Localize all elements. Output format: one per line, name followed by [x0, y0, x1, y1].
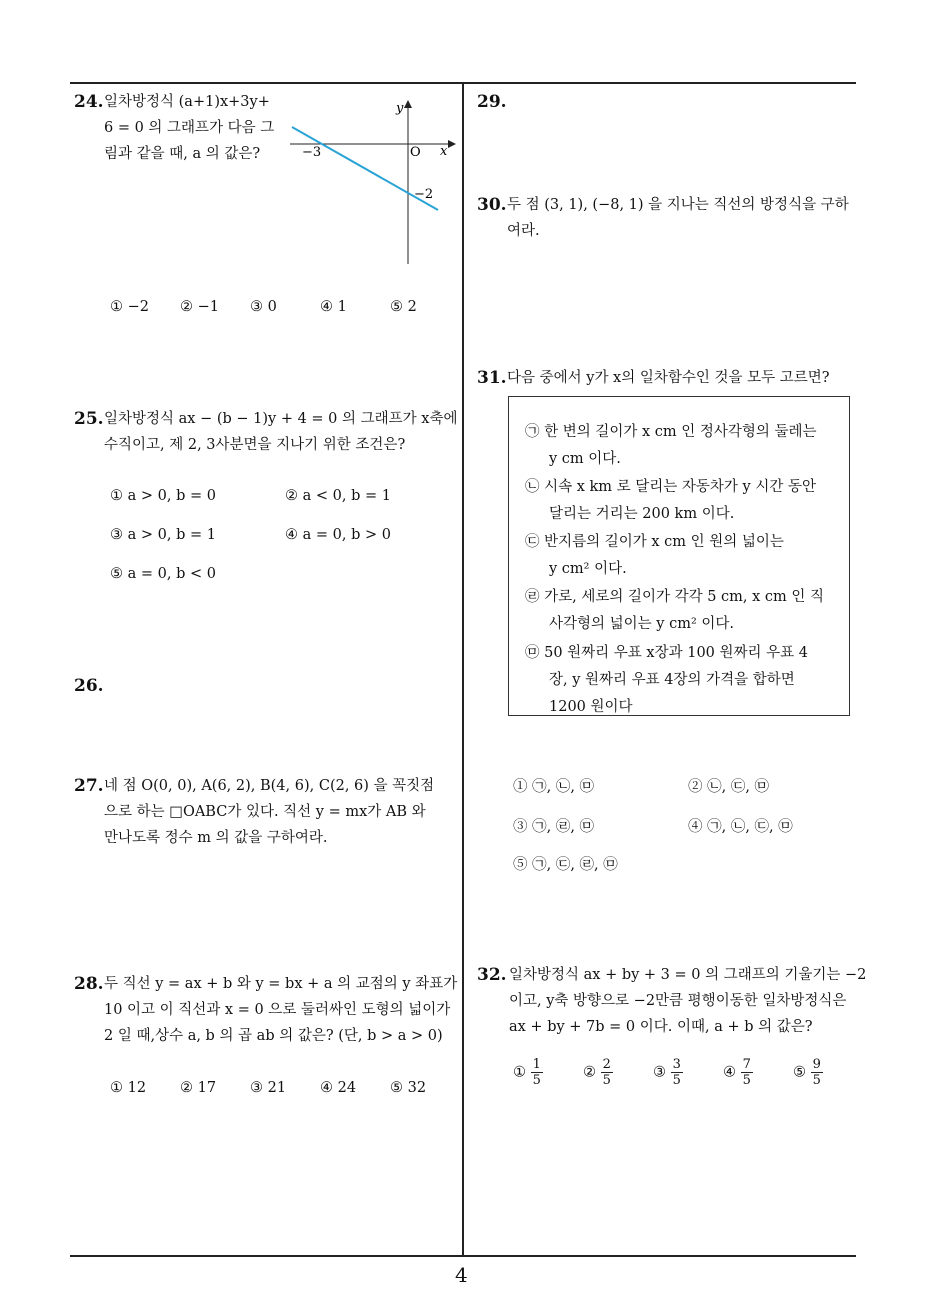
q30-line-1: 두 점 (3, 1), (−8, 1) 을 지나는 직선의 방정식을 구하: [507, 197, 849, 213]
q31-number: 31.: [477, 368, 507, 388]
q29-number: 29.: [477, 92, 507, 112]
q24-choice-1[interactable]: ① −2: [110, 299, 149, 315]
q24-x-label: x: [440, 144, 448, 159]
q28-choice-1[interactable]: ① 12: [110, 1080, 147, 1096]
q32-fraction-3: $\frac{3}{5}$: [672, 1057, 681, 1088]
q31-item-1: ㉠ 한 변의 길이가 x cm 인 정사각형의 둘레는 y cm 이다.: [525, 424, 817, 467]
q25-text: [104, 406, 457, 458]
q28-choice-3[interactable]: ③ 21: [250, 1080, 287, 1096]
q32-line-3: ax + by + 7b = 0 이다. 이때, a + b 의 값은?: [509, 1019, 813, 1035]
q24-choice-2[interactable]: ② −1: [180, 299, 219, 315]
q31-choice-2[interactable]: ② ㉡, ㉢, ㉤: [688, 779, 770, 795]
q27-line-3: 만나도록 정수 m 의 값을 구하여라.: [104, 830, 328, 846]
q25-choice-4[interactable]: ④ a = 0, b > 0: [285, 527, 391, 543]
q32-choice-2[interactable]: ② $\frac{2}{5}$: [583, 1057, 611, 1088]
q24-choice-4[interactable]: ④ 1: [320, 299, 347, 315]
q30-line-2: 여라.: [507, 223, 540, 239]
q31-item-4: ㉣ 가로, 세로의 길이가 각각 5 cm, x cm 인 직 사각형의 넓이는 y cm² 이다.: [525, 589, 825, 632]
q32-line-2: 이고, y축 방향으로 −2만큼 평행이동한 일차방정식은: [509, 993, 847, 1009]
q27-line-1: 네 점 O(0, 0), A(6, 2), B(4, 6), C(2, 6) 을 꼭짓점: [104, 778, 435, 794]
q25-choice-1[interactable]: ① a > 0, b = 0: [110, 488, 216, 504]
q28-choice-2[interactable]: ② 17: [180, 1080, 217, 1096]
q31-choice-1[interactable]: ① ㉠, ㉡, ㉤: [513, 779, 595, 795]
q31-item-2: ㉡ 시속 x km 로 달리는 자동차가 y 시간 동안 달리는 거리는 200 km 이다.: [525, 479, 816, 522]
q31-item-3: ㉢ 반지름의 길이가 x cm 인 원의 넓이는 y cm² 이다.: [525, 534, 784, 577]
q32-text: [509, 962, 866, 1040]
q25-line-2: 수직이고, 제 2, 3사분면을 지나기 위한 조건은?: [104, 437, 406, 453]
q28-line-3: 2 일 때,상수 a, b 의 곱 ab 의 값은? (단, b > a > 0): [104, 1028, 443, 1044]
q31-choice-4[interactable]: ④ ㉠, ㉡, ㉢, ㉤: [688, 819, 793, 835]
q25-choice-5[interactable]: ⑤ a = 0, b < 0: [110, 566, 216, 582]
q32-fraction-4: $\frac{7}{5}$: [742, 1057, 751, 1088]
bottom-rule: [70, 1255, 856, 1257]
q31-item-5: ㉤ 50 원짜리 우표 x장과 100 원짜리 우표 4 장, y 원짜리 우표 4장의 가격을 합하면 1200 원이다: [525, 645, 808, 715]
q32-fraction-5: $\frac{9}{5}$: [812, 1057, 821, 1088]
q24-x-intercept-label: −3: [302, 145, 322, 160]
q26-number: 26.: [74, 676, 104, 696]
q28-text: [104, 971, 457, 1049]
q32-choice-5[interactable]: ⑤ $\frac{9}{5}$: [793, 1057, 821, 1088]
q27-number: 27.: [74, 776, 104, 796]
q25-line-1: 일차방정식 ax − (b − 1)y + 4 = 0 의 그래프가 x축에: [104, 411, 458, 427]
q28-line-2: 10 이고 이 직선과 x = 0 으로 둘러싸인 도형의 넓이가: [104, 1002, 451, 1018]
q31-text: 다음 중에서 y가 x의 일차함수인 것을 모두 고르면?: [507, 370, 830, 386]
q24-y-label: y: [396, 101, 404, 116]
q25-choice-3[interactable]: ③ a > 0, b = 1: [110, 527, 216, 543]
q24-x-arrow: [448, 140, 456, 148]
q28-choice-5[interactable]: ⑤ 32: [390, 1080, 427, 1096]
q30-number: 30.: [477, 195, 507, 215]
q27-line-2: 으로 하는 □OABC가 있다. 직선 y = mx가 AB 와: [104, 804, 426, 820]
q28-number: 28.: [74, 974, 104, 994]
q32-number: 32.: [477, 965, 507, 985]
q24-choice-5[interactable]: ⑤ 2: [390, 299, 417, 315]
q28-choice-4[interactable]: ④ 24: [320, 1080, 357, 1096]
q32-choice-4[interactable]: ④ $\frac{7}{5}$: [723, 1057, 751, 1088]
q32-fraction-1: $\frac{1}{5}$: [532, 1057, 541, 1088]
q24-y-arrow: [404, 100, 412, 108]
q24-y-intercept-label: −2: [414, 187, 434, 202]
column-divider: [462, 82, 464, 1255]
q27-text: [104, 773, 434, 851]
q25-number: 25.: [74, 409, 104, 429]
q25-choice-2[interactable]: ② a < 0, b = 1: [285, 488, 391, 504]
q24-line-2: 6 = 0 의 그래프가 다음 그: [104, 120, 275, 136]
page-number: 4: [455, 1263, 468, 1287]
q32-line-1: 일차방정식 ax + by + 3 = 0 의 그래프의 기울기는 −2: [509, 967, 867, 983]
q32-choice-3[interactable]: ③ $\frac{3}{5}$: [653, 1057, 681, 1088]
q28-line-1: 두 직선 y = ax + b 와 y = bx + a 의 교점의 y 좌표가: [104, 976, 458, 992]
q31-statement-box: [508, 396, 850, 716]
q32-choice-1[interactable]: ① $\frac{1}{5}$: [513, 1057, 541, 1088]
q31-choice-3[interactable]: ③ ㉠, ㉣, ㉤: [513, 819, 595, 835]
q24-origin-label: O: [410, 145, 421, 160]
q30-text: [507, 192, 849, 244]
q24-choice-3[interactable]: ③ 0: [250, 299, 277, 315]
q24-text: [104, 89, 274, 167]
q24-number: 24.: [74, 92, 104, 112]
q24-line-1: 일차방정식 (a+1)x+3y+: [104, 94, 270, 110]
q31-choice-5[interactable]: ⑤ ㉠, ㉢, ㉣, ㉤: [513, 857, 618, 873]
q24-line-3: 림과 같을 때, a 의 값은?: [104, 146, 261, 162]
q24-graph: [280, 92, 460, 272]
q32-fraction-2: $\frac{2}{5}$: [602, 1057, 611, 1088]
